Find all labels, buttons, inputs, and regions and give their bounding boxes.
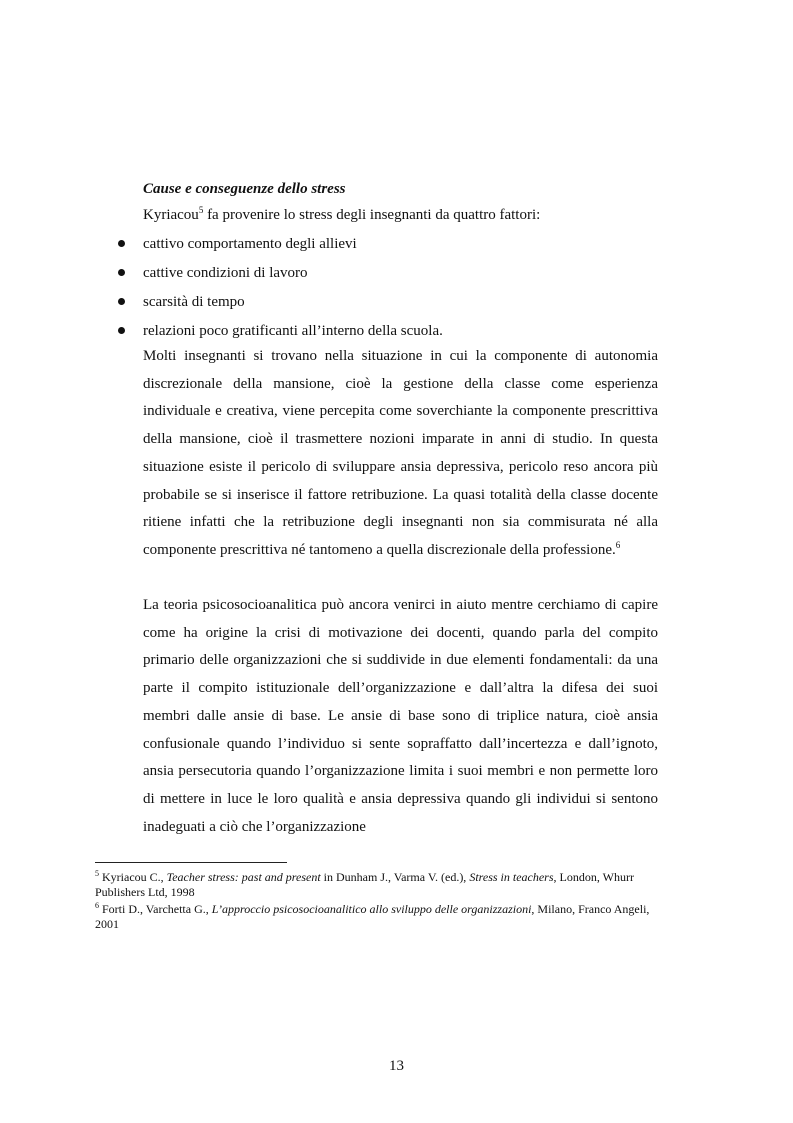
list-item-text: relazioni poco gratificanti all’interno della scuola. — [143, 323, 443, 339]
list-item — [0, 234, 793, 263]
footnote-6 — [95, 902, 675, 932]
list-item-text: scarsità di tempo — [143, 294, 245, 310]
footnote-title: L’approccio psicosocioanalitico allo sviluppo delle organizzazioni — [211, 902, 532, 916]
intro-author: Kyriacou — [143, 207, 199, 223]
footnote-ref-6[interactable]: 6 — [615, 539, 621, 550]
footnote-text: , Milano, Franco Angeli, 2001 — [95, 902, 650, 931]
footnote-text: in Dunham J., Varma V. (ed.), — [320, 870, 470, 884]
footnote-title: Stress in teachers — [469, 870, 554, 884]
footnote-ref-5[interactable]: 5 — [198, 205, 204, 215]
footnotes — [95, 870, 675, 934]
footnote-number: 5 — [95, 869, 99, 878]
list-item-text: cattivo comportamento degli allievi — [143, 236, 357, 252]
list-item — [0, 292, 793, 321]
footnote-5 — [95, 870, 675, 900]
footnote-divider — [95, 862, 287, 863]
bullet-icon — [118, 240, 125, 247]
section-title: Cause e conseguenze dello stress — [143, 181, 346, 197]
footnote-number: 6 — [95, 901, 99, 910]
bullet-icon — [118, 269, 125, 276]
stress-factors-list — [0, 234, 793, 350]
paragraph-text: Molti insegnanti si trovano nella situazione in cui la componente di autonomia discrezionale della mansione, cioè la gestione della classe come esperienza individuale e creativa, viene percepita come soverchiante la componente prescrittiva della mansione, cioè il trasmettere nozioni imparate in anni di studio. In questa situazione esiste il pericolo di sviluppare ansia depressiva, pericolo reso ancora più probabile se si inserisce il fattore retribuzione. La quasi totalità della classe docente ritiene infatti che la retribuzione degli insegnanti non sia commisurata né alla componente prescrittiva né tantomeno a quella discrezionale della professione. — [143, 348, 658, 558]
body-paragraph-1 — [143, 343, 658, 565]
footnote-text: , London, Whurr Publishers Ltd, 1998 — [95, 870, 634, 899]
list-item-text: cattive condizioni di lavoro — [143, 265, 308, 281]
body-paragraph-2: La teoria psicosocioanalitica può ancora venirci in aiuto mentre cerchiamo di capire come ha origine la crisi di motivazione dei docenti, quando parla del compito primario delle organizzazioni che si suddivide in due elementi fondamentali: da una parte il compito istituzionale dell’organizzazione e dall’altra la difesa dei suoi membri dalle ansie di base. Le ansie di base sono di triplice natura, cioè ansia confusionale quando l’individuo si sente sopraffatto dall’incertezza e dall’ignoto, ansia persecutoria quando l’organizzazione limita i suoi membri e non permette loro di mettere in luce le loro qualità e ansia depressiva quando gli individui si sentono inadeguati a ciò che l’organizzazione — [143, 597, 658, 835]
page-number: 13 — [389, 1058, 404, 1074]
intro-text: fa provenire lo stress degli insegnanti da quattro fattori: — [203, 207, 541, 223]
footnote-text: Forti D., Varchetta G., — [99, 902, 212, 916]
bullet-icon — [118, 327, 125, 334]
footnote-title: Teacher stress: past and present — [166, 870, 321, 884]
list-item — [0, 263, 793, 292]
bullet-icon — [118, 298, 125, 305]
intro-sentence — [143, 205, 540, 225]
footnote-text: Kyriacou C., — [99, 870, 167, 884]
